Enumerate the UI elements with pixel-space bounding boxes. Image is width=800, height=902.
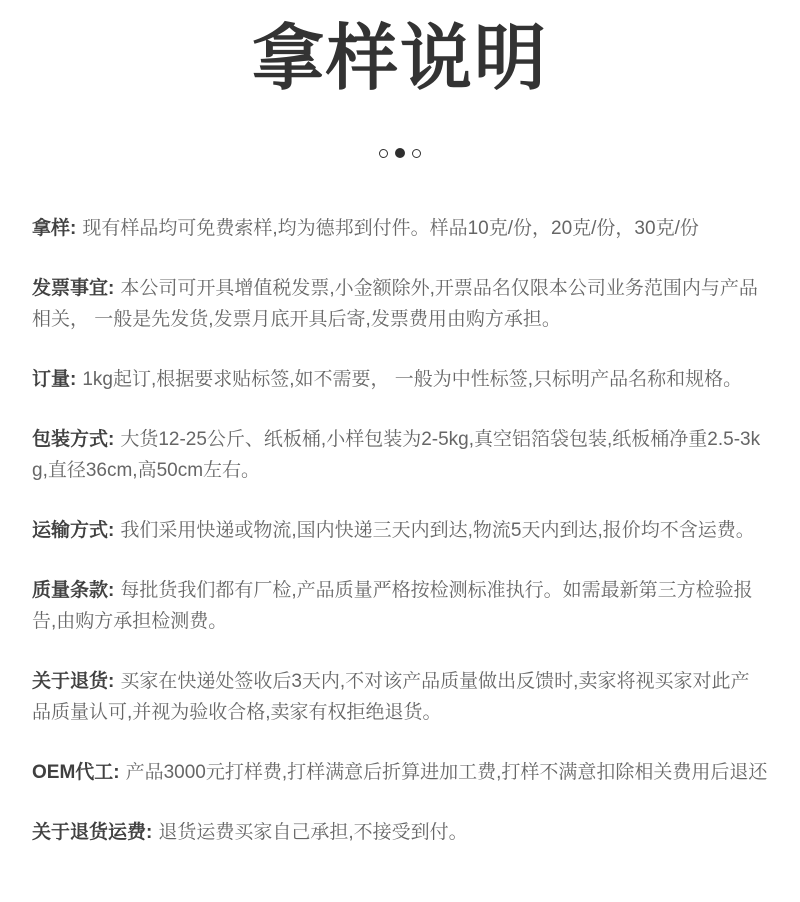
paragraph-text: 1kg起订,根据要求贴标签,如不需要， 一般为中性标签,只标明产品名称和规格。 xyxy=(82,369,743,390)
info-paragraph xyxy=(32,273,768,335)
paragraph-text: 每批货我们都有厂检,产品质量严格按检测标准执行。如需最新第三方检验报告,由购方承担检测费。 xyxy=(32,580,753,632)
paragraph-label: 包装方式: xyxy=(32,429,115,450)
paragraph-label: 质量条款: xyxy=(32,580,115,601)
paragraph-text: 我们采用快递或物流,国内快递三天内到达,物流5天内到达,报价均不含运费。 xyxy=(120,520,755,541)
info-paragraph xyxy=(32,575,768,637)
paragraph-text: 现有样品均可免费索样,均为德邦到付件。样品10克/份，20克/份，30克/份 xyxy=(82,218,699,239)
info-paragraph xyxy=(32,213,768,244)
paragraph-label: 关于退货运费: xyxy=(32,822,153,843)
carousel-dot[interactable] xyxy=(412,149,421,158)
paragraph-label: 运输方式: xyxy=(32,520,115,541)
paragraph-text: 买家在快递处签收后3天内,不对该产品质量做出反馈时,卖家将视买家对此产品质量认可,并视为验收合格,卖家有权拒绝退货。 xyxy=(32,671,750,723)
info-paragraph xyxy=(32,515,768,546)
carousel-dot-active[interactable] xyxy=(395,148,405,158)
paragraph-label: 订量: xyxy=(32,369,77,390)
info-paragraph xyxy=(32,666,768,728)
info-paragraph xyxy=(32,817,768,848)
paragraph-label: 关于退货: xyxy=(32,671,115,692)
paragraph-text: 本公司可开具增值税发票,小金额除外,开票品名仅限本公司业务范围内与产品相关， 一般是先发货,发票月底开具后寄,发票费用由购方承担。 xyxy=(32,278,758,330)
paragraph-label: 拿样: xyxy=(32,218,77,239)
paragraph-label: OEM代工: xyxy=(32,762,120,783)
paragraph-label: 发票事宜: xyxy=(32,278,115,299)
info-paragraph xyxy=(32,364,768,395)
paragraph-text: 大货12-25公斤、纸板桶,小样包装为2-5kg,真空铝箔袋包装,纸板桶净重2.5-3kg,直径36cm,高50cm左右。 xyxy=(32,429,761,481)
carousel-dot[interactable] xyxy=(379,149,388,158)
paragraph-text: 产品3000元打样费,打样满意后折算进加工费,打样不满意扣除相关费用后退还 xyxy=(125,762,768,783)
info-paragraph xyxy=(32,757,768,788)
paragraph-text: 退货运费买家自己承担,不接受到付。 xyxy=(158,822,468,843)
sections xyxy=(0,213,800,848)
page-title: 拿样说明 xyxy=(251,19,548,99)
carousel-dots xyxy=(0,148,800,158)
info-paragraph xyxy=(32,424,768,486)
